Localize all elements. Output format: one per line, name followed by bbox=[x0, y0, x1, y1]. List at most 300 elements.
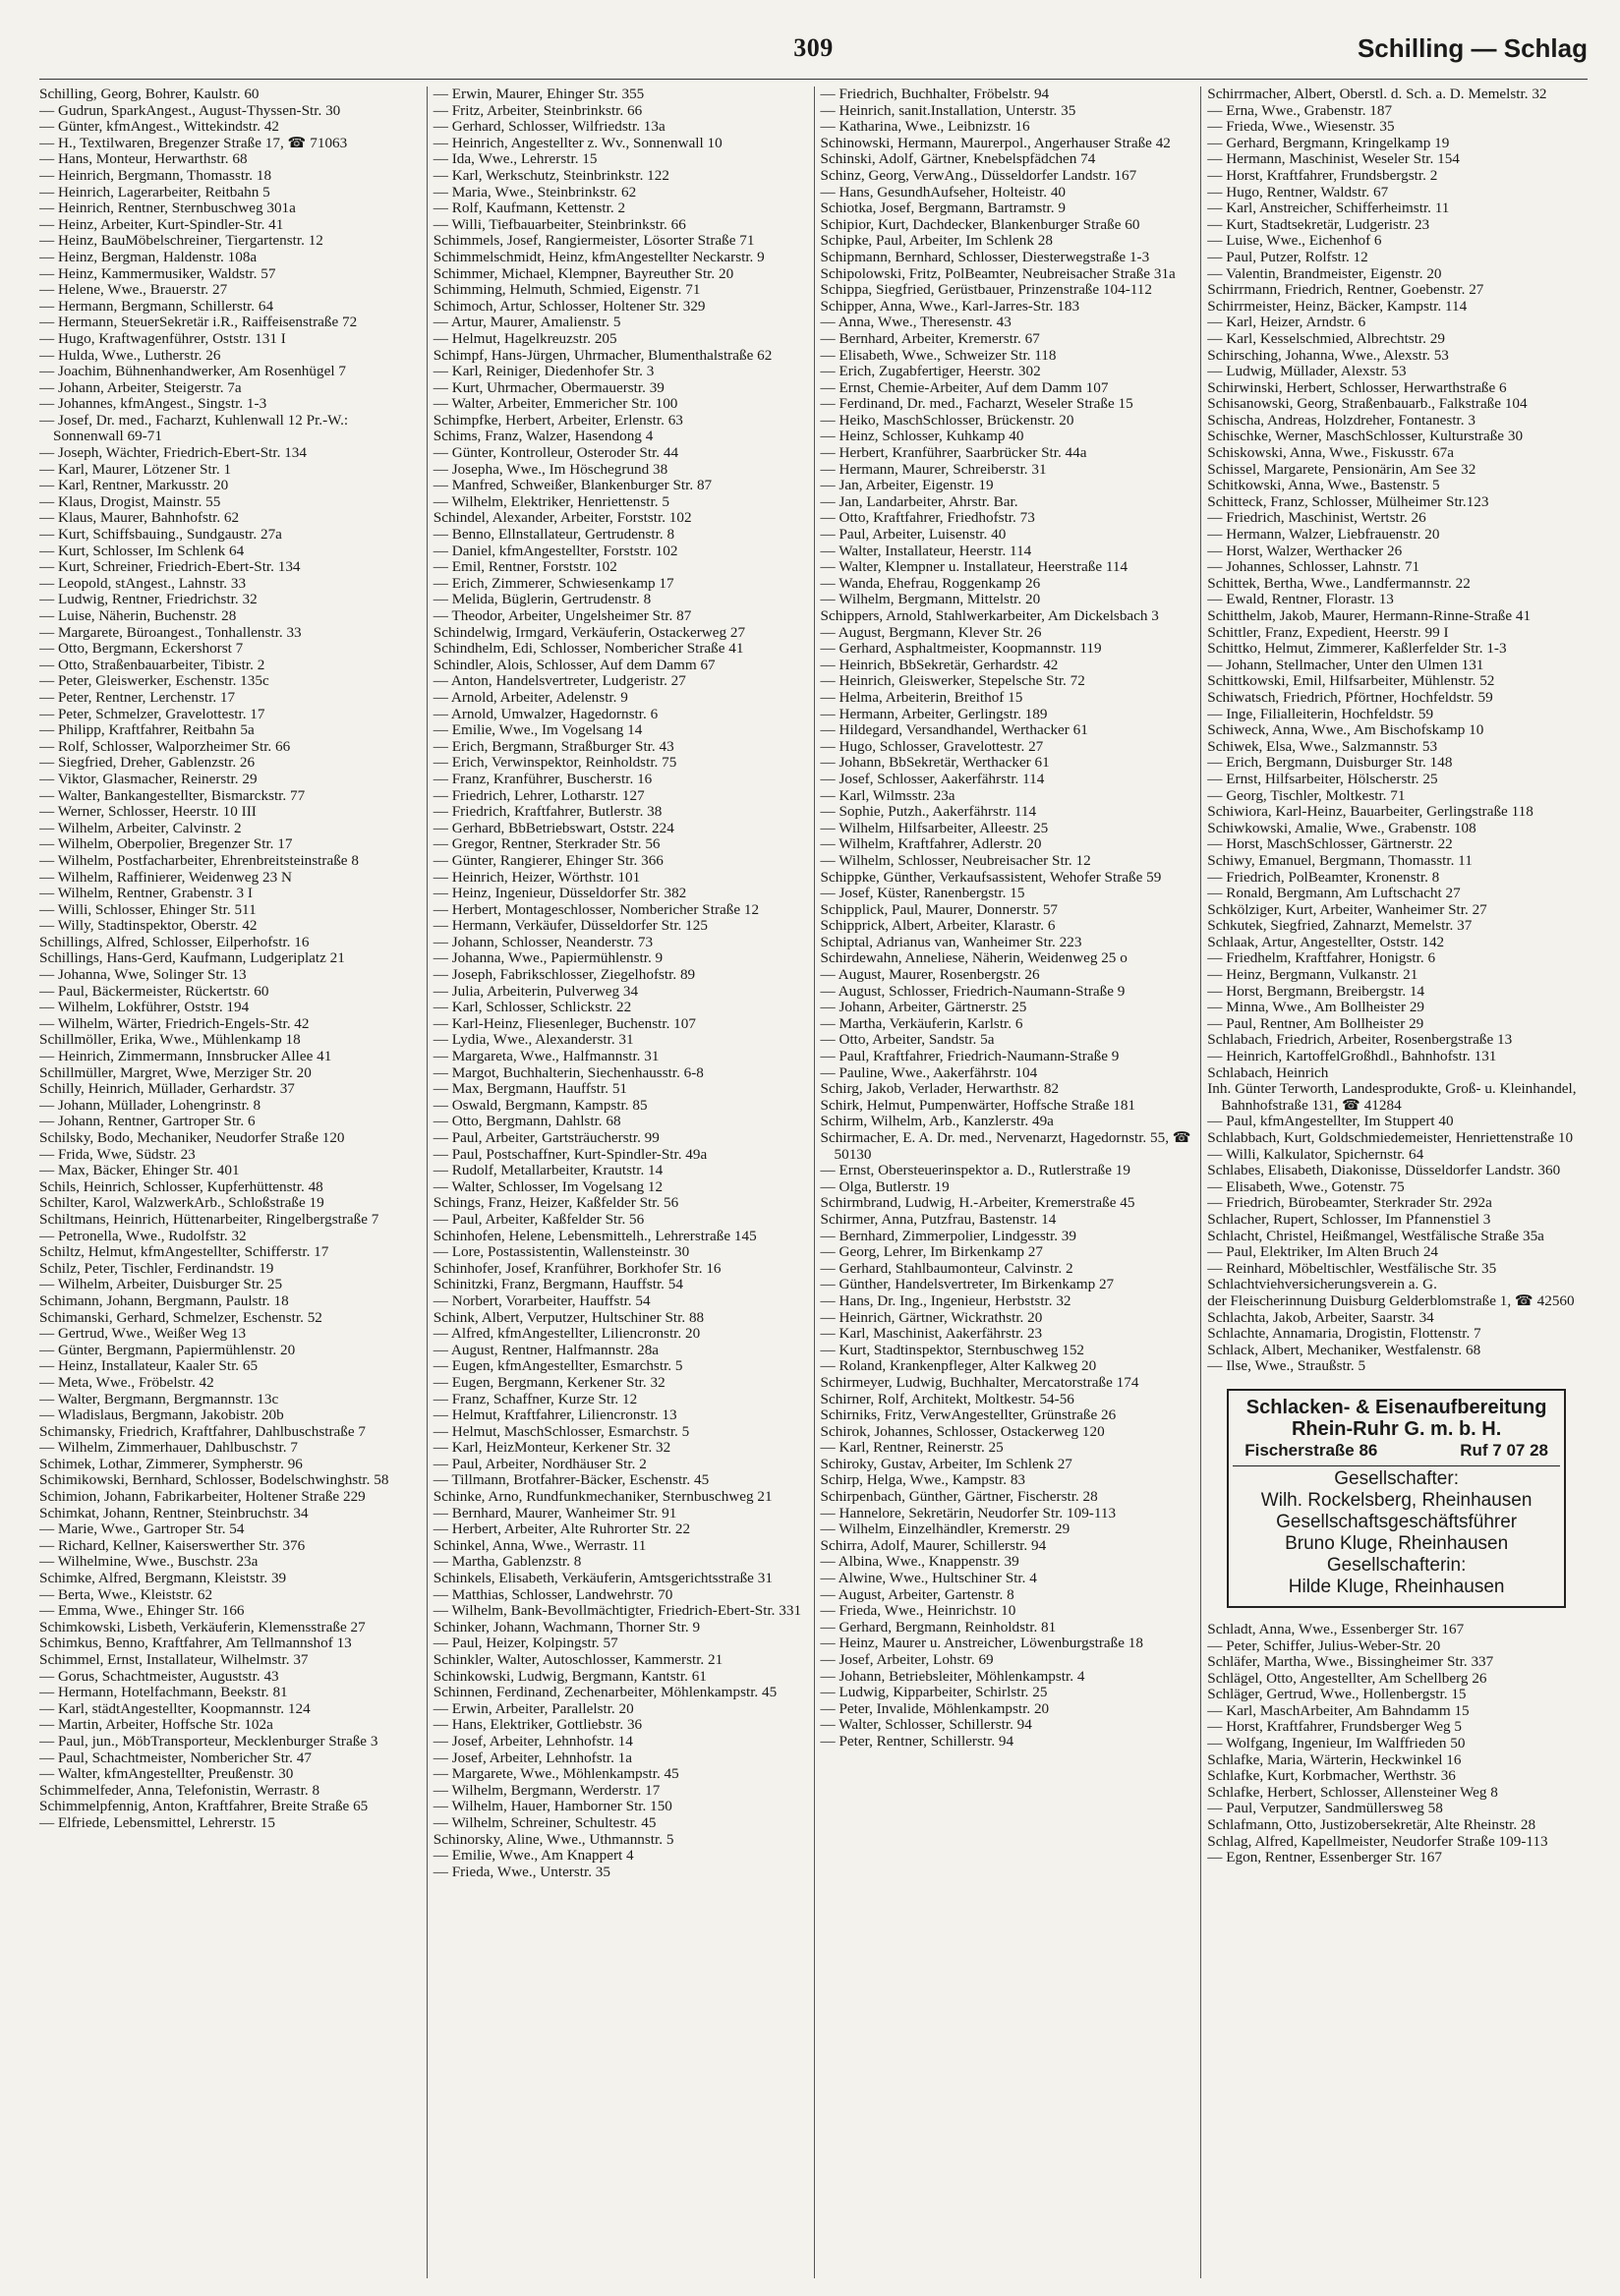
directory-entry: — Richard, Kellner, Kaiserswerther Str. 376 bbox=[39, 1536, 306, 1554]
directory-entry: — Heinrich, Bergmann, Thomasstr. 18 bbox=[39, 166, 272, 184]
directory-entry: — Wanda, Ehefrau, Roggenkamp 26 bbox=[820, 574, 1041, 592]
directory-entry: Schimming, Helmuth, Schmied, Eigenstr. 71 bbox=[433, 281, 701, 299]
directory-entry: — Margarete, Büroangest., Tonhallenstr. 33 bbox=[39, 623, 302, 641]
directory-entry: — Wilhelm, Schlosser, Neubreisacher Str. 12 bbox=[820, 851, 1091, 869]
directory-entry: — Heinrich, KartoffelGroßhdl., Bahnhofstr. 131 bbox=[1207, 1048, 1497, 1065]
directory-entry: — Wilhelm, Zimmerhauer, Dahlbuschstr. 7 bbox=[39, 1439, 298, 1457]
directory-entry: Schimek, Lothar, Zimmerer, Sympherstr. 96 bbox=[39, 1455, 303, 1472]
ad-role-1: Gesellschaftsgeschäftsführer bbox=[1276, 1511, 1518, 1532]
directory-entry: — Manfred, Schweißer, Blankenburger Str. 87 bbox=[433, 477, 713, 494]
directory-entry: — Heinrich, Rentner, Sternbuschweg 301a bbox=[39, 200, 296, 217]
directory-entry: — Paul, Arbeiter, Nordhäuser Str. 2 bbox=[433, 1455, 647, 1472]
directory-entry: — Luise, Näherin, Buchenstr. 28 bbox=[39, 607, 237, 624]
directory-entry: — Johann, BbSekretär, Werthacker 61 bbox=[820, 754, 1050, 772]
directory-entry: Schinorsky, Aline, Wwe., Uthmannstr. 5 bbox=[433, 1830, 674, 1848]
directory-entry: — Heinz, Ingenieur, Düsseldorfer Str. 382 bbox=[433, 885, 687, 902]
directory-entry: — Josef, Arbeiter, Lehnhofstr. 14 bbox=[433, 1732, 633, 1750]
directory-entry: — Franz, Schaffner, Kurze Str. 12 bbox=[433, 1390, 638, 1407]
directory-entry: — Olga, Butlerstr. 19 bbox=[820, 1177, 950, 1195]
directory-entry: Schirrmeister, Heinz, Bäcker, Kampstr. 114 bbox=[1207, 297, 1468, 315]
directory-entry: — Minna, Wwe., Am Bollheister 29 bbox=[1207, 999, 1425, 1016]
directory-entry: — Johann, Müllader, Lohengrinstr. 8 bbox=[39, 1096, 261, 1114]
directory-entry: Schläger, Gertrud, Wwe., Hollenbergstr. 15 bbox=[1207, 1686, 1467, 1703]
directory-entry: — Inge, Filialleiterin, Hochfeldstr. 59 bbox=[1207, 705, 1434, 722]
directory-entry: Schlacher, Rupert, Schlosser, Im Pfannenstiel 3 bbox=[1207, 1210, 1491, 1228]
directory-entry: Schindelwig, Irmgard, Verkäuferin, Ostackerweg 27 bbox=[433, 623, 746, 641]
directory-entry: — Friedrich, Maschinist, Wertstr. 26 bbox=[1207, 509, 1426, 527]
directory-entry: — Günter, Rangierer, Ehinger Str. 366 bbox=[433, 851, 664, 869]
directory-entry: — Günter, Bergmann, Papiermühlenstr. 20 bbox=[39, 1341, 296, 1358]
directory-entry: Schilter, Karol, WalzwerkArb., Schloßstraße 19 bbox=[39, 1194, 324, 1212]
directory-entry: — Erich, Zugabfertiger, Heerstr. 302 bbox=[820, 363, 1041, 380]
directory-entry: — Horst, Kraftfahrer, Frundsbergstr. 2 bbox=[1207, 166, 1438, 184]
directory-entry: Schillings, Alfred, Schlosser, Eilperhofstr. 16 bbox=[39, 933, 310, 950]
directory-entry: — Karl, HeizMonteur, Kerkener Str. 32 bbox=[433, 1439, 671, 1457]
directory-entry: — Ernst, Obersteuerinspektor a. D., Rutlerstraße 19 bbox=[820, 1162, 1130, 1179]
ad-partner-3-label: Gesellschafterin: bbox=[1326, 1554, 1467, 1576]
directory-entry: Schinkowski, Ludwig, Bergmann, Kantstr. 61 bbox=[433, 1667, 707, 1685]
directory-entry: — Egon, Rentner, Essenberger Str. 167 bbox=[1207, 1849, 1442, 1866]
directory-entry: Schipolowski, Fritz, PolBeamter, Neubreisacher Straße 31a bbox=[820, 264, 1176, 282]
directory-entry: — Otto, Bergmann, Eckershorst 7 bbox=[39, 640, 244, 658]
directory-entry: Schlacht, Christel, Heißmangel, Westfälische Straße 35a bbox=[1207, 1227, 1544, 1244]
directory-entry: Schimann, Johann, Bergmann, Paulstr. 18 bbox=[39, 1292, 289, 1309]
directory-entry: — Heinrich, Gleiswerker, Stepelsche Str. 72 bbox=[820, 672, 1085, 690]
directory-entry: Schirmeyer, Ludwig, Buchhalter, Mercatorstraße 174 bbox=[820, 1373, 1139, 1391]
directory-entry: — August, Schlosser, Friedrich-Naumann-Straße 9 bbox=[820, 982, 1126, 1000]
directory-entry: Schimpf, Hans-Jürgen, Uhrmacher, Blumenthalstraße 62 bbox=[433, 346, 773, 364]
directory-entry: — Arnold, Arbeiter, Adelenstr. 9 bbox=[433, 688, 628, 706]
directory-entry: — Gertrud, Wwe., Weißer Weg 13 bbox=[39, 1325, 247, 1343]
directory-entry: der Fleischerinnung Duisburg Gelderblomstraße 1, ☎ 42560 bbox=[1207, 1292, 1575, 1309]
directory-entry: — Viktor, Glasmacher, Reinerstr. 29 bbox=[39, 770, 258, 787]
directory-entry: — Ida, Wwe., Lehrerstr. 15 bbox=[433, 150, 598, 168]
directory-entry: Schillmöller, Erika, Wwe., Mühlenkamp 18 bbox=[39, 1031, 301, 1049]
directory-entry: — Johannes, kfmAngest., Singstr. 1-3 bbox=[39, 395, 267, 413]
directory-entry: — Hermann, Bergmann, Schillerstr. 64 bbox=[39, 297, 274, 315]
directory-entry: — Paul, Elektriker, Im Alten Bruch 24 bbox=[1207, 1243, 1439, 1261]
directory-entry: Schitthelm, Jakob, Maurer, Hermann-Rinne-Straße 41 bbox=[1207, 607, 1532, 624]
advertisement-box bbox=[1227, 1389, 1566, 1608]
directory-entry: — Erwin, Maurer, Ehinger Str. 355 bbox=[433, 86, 645, 102]
directory-entry: — Karl, Maurer, Lötzener Str. 1 bbox=[39, 460, 232, 478]
directory-entry: — Hermann, Verkäufer, Düsseldorfer Str. 125 bbox=[433, 917, 708, 935]
directory-entry: Schinz, Georg, VerwAng., Düsseldorfer Landstr. 167 bbox=[820, 166, 1137, 184]
directory-entry: — Paul, Arbeiter, Luisenstr. 40 bbox=[820, 526, 1007, 544]
directory-entry: — Julia, Arbeiterin, Pulverweg 34 bbox=[433, 982, 639, 1000]
directory-entry: — Hermann, SteuerSekretär i.R., Raiffeisenstraße 72 bbox=[39, 314, 358, 331]
directory-entry: Schlachte, Annamaria, Drogistin, Flottenstr. 7 bbox=[1207, 1325, 1481, 1343]
directory-entry: — Helmut, Kraftfahrer, Liliencronstr. 13 bbox=[433, 1406, 677, 1424]
directory-entry: — Karl, städtAngestellter, Koopmannstr. 124 bbox=[39, 1699, 311, 1717]
directory-entry: Schilly, Heinrich, Müllader, Gerhardstr. 37 bbox=[39, 1080, 295, 1098]
directory-entry: — Hannelore, Sekretärin, Neudorfer Str. 109-113 bbox=[820, 1504, 1117, 1521]
directory-entry: — Alfred, kfmAngestellter, Liliencronstr. 20 bbox=[433, 1325, 701, 1343]
directory-entry: Schlabach, Friedrich, Arbeiter, Rosenbergstraße 13 bbox=[1207, 1031, 1513, 1049]
directory-entry: — Heinz, Schlosser, Kuhkamp 40 bbox=[820, 428, 1024, 445]
directory-entry: Schischa, Andreas, Holzdreher, Fontanestr. 3 bbox=[1207, 411, 1475, 429]
directory-entry: — Helmut, MaschSchlosser, Esmarchstr. 5 bbox=[433, 1422, 690, 1440]
directory-entry: — Willy, Stadtinspektor, Oberstr. 42 bbox=[39, 917, 258, 935]
directory-entry: — Walter, Bankangestellter, Bismarckstr. 77 bbox=[39, 786, 306, 804]
directory-entry: Schimmelpfennig, Anton, Kraftfahrer, Breite Straße 65 bbox=[39, 1798, 369, 1815]
directory-entry: Schipke, Paul, Arbeiter, Im Schlenk 28 bbox=[820, 232, 1053, 250]
directory-entry: — Fritz, Arbeiter, Steinbrinkstr. 66 bbox=[433, 101, 643, 119]
directory-entry: — Erich, Bergmann, Straßburger Str. 43 bbox=[433, 737, 674, 755]
directory-entry: — Paul, Bäckermeister, Rückertstr. 60 bbox=[39, 982, 269, 1000]
directory-entry: Schilsky, Bodo, Mechaniker, Neudorfer Straße 120 bbox=[39, 1129, 345, 1146]
directory-entry: — Hans, Elektriker, Gottliebstr. 36 bbox=[433, 1716, 643, 1734]
directory-entry: — Lore, Postassistentin, Wallensteinstr. 30 bbox=[433, 1243, 690, 1261]
directory-entry: — Margarete, Wwe., Möhlenkampstr. 45 bbox=[433, 1765, 679, 1783]
directory-entry: — Josef, Küster, Ranenbergstr. 15 bbox=[820, 885, 1025, 902]
directory-entry: Schillings, Hans-Gerd, Kaufmann, Ludgeriplatz 21 bbox=[39, 949, 345, 967]
directory-entry: — Wilhelm, Hauer, Hamborner Str. 150 bbox=[433, 1798, 672, 1815]
directory-entry: Schiotka, Josef, Bergmann, Bartramstr. 9 bbox=[820, 200, 1066, 217]
directory-entry: — Otto, Straßenbauarbeiter, Tibistr. 2 bbox=[39, 656, 265, 673]
directory-entry: — Peter, Gleiswerker, Eschenstr. 135c bbox=[39, 672, 269, 690]
directory-entry: — Margot, Buchhalterin, Siechenhausstr. 6-8 bbox=[433, 1063, 704, 1081]
directory-entry: Schimmer, Michael, Klempner, Bayreuther Str. 20 bbox=[433, 264, 734, 282]
directory-entry: — Josepha, Wwe., Im Höschegrund 38 bbox=[433, 460, 668, 478]
directory-entry: — Jan, Arbeiter, Eigenstr. 19 bbox=[820, 477, 994, 494]
directory-entry: — Siegfried, Dreher, Gablenzstr. 26 bbox=[39, 754, 256, 772]
column-3 bbox=[814, 86, 1201, 2278]
directory-entry: — Heinz, Kammermusiker, Waldstr. 57 bbox=[39, 264, 276, 282]
directory-entry: — Erich, Verwinspektor, Reinholdstr. 75 bbox=[433, 754, 677, 772]
directory-entry: — Wilhelm, Bergmann, Werderstr. 17 bbox=[433, 1781, 661, 1799]
directory-entry: — Erich, Bergmann, Duisburger Str. 148 bbox=[1207, 754, 1453, 772]
directory-entry: Schimke, Alfred, Bergmann, Kleiststr. 39 bbox=[39, 1570, 287, 1587]
directory-entry: — Paul, Arbeiter, Kaßfelder Str. 56 bbox=[433, 1210, 645, 1228]
directory-entry: — Wilhelm, Wärter, Friedrich-Engels-Str. 42 bbox=[39, 1014, 310, 1032]
directory-entry: Schilling, Georg, Bohrer, Kaulstr. 60 bbox=[39, 86, 260, 102]
directory-entry: — Hugo, Rentner, Waldstr. 67 bbox=[1207, 183, 1389, 201]
directory-entry: — Günter, Kontrolleur, Osteroder Str. 44 bbox=[433, 444, 679, 462]
directory-entry: — Friedrich, Bürobeamter, Sterkrader Str. 292a bbox=[1207, 1194, 1492, 1212]
directory-entry: — Peter, Rentner, Schillerstr. 94 bbox=[820, 1732, 1014, 1750]
directory-entry: — Johanna, Wwe, Solinger Str. 13 bbox=[39, 966, 247, 984]
directory-entry: — Horst, MaschSchlosser, Gärtnerstr. 22 bbox=[1207, 835, 1453, 853]
directory-entry: — Hulda, Wwe., Lutherstr. 26 bbox=[39, 346, 221, 364]
directory-entry: Schimmel, Ernst, Installateur, Wilhelmstr. 37 bbox=[39, 1651, 309, 1668]
directory-entry: Schimansky, Friedrich, Kraftfahrer, Dahlbuschstraße 7 bbox=[39, 1422, 367, 1440]
directory-entry: Schirrmacher, Albert, Oberstl. d. Sch. a. D. Memelstr. 32 bbox=[1207, 86, 1547, 102]
directory-entry: Schisanowski, Georg, Straßenbauarb., Falkstraße 104 bbox=[1207, 395, 1528, 413]
directory-entry: — Theodor, Arbeiter, Ungelsheimer Str. 87 bbox=[433, 607, 692, 624]
directory-entry: — Heinrich, Angestellter z. Wv., Sonnenwall 10 bbox=[433, 134, 723, 151]
directory-entry: Schirwinski, Herbert, Schlosser, Herwarthstraße 6 bbox=[1207, 378, 1507, 396]
directory-entry: — Paul, Putzer, Rolfstr. 12 bbox=[1207, 248, 1368, 265]
directory-entry: — Wilhelm, Einzelhändler, Kremerstr. 29 bbox=[820, 1521, 1070, 1538]
directory-entry: Schlafke, Kurt, Korbmacher, Werthstr. 36 bbox=[1207, 1767, 1456, 1785]
directory-entry: — Hildegard, Versandhandel, Werthacker 61 bbox=[820, 721, 1088, 739]
directory-entry: — Alwine, Wwe., Hultschiner Str. 4 bbox=[820, 1570, 1037, 1587]
directory-entry: — Peter, Invalide, Möhlenkampstr. 20 bbox=[820, 1699, 1050, 1717]
running-head: Schilling — Schlag bbox=[1357, 33, 1588, 63]
directory-entry: — Paul, kfmAngestellter, Im Stuppert 40 bbox=[1207, 1113, 1454, 1130]
directory-entry: — Gerhard, BbBetriebswart, Oststr. 224 bbox=[433, 819, 674, 836]
directory-entry: — Ferdinand, Dr. med., Facharzt, Weseler Straße 15 bbox=[820, 395, 1133, 413]
directory-entry: — Karl, Werkschutz, Steinbrinkstr. 122 bbox=[433, 166, 669, 184]
directory-entry: Schindler, Alois, Schlosser, Auf dem Damm 67 bbox=[433, 656, 716, 673]
directory-entry: — Tillmann, Brotfahrer-Bäcker, Eschenstr. 45 bbox=[433, 1471, 710, 1489]
directory-entry: — Ewald, Rentner, Florastr. 13 bbox=[1207, 591, 1394, 608]
directory-entry: — Erwin, Arbeiter, Parallelstr. 20 bbox=[433, 1699, 634, 1717]
page-number: 309 bbox=[793, 33, 834, 62]
directory-entry: — Ernst, Chemie-Arbeiter, Auf dem Damm 107 bbox=[820, 378, 1109, 396]
directory-entry: — Gregor, Rentner, Sterkrader Str. 56 bbox=[433, 835, 661, 853]
directory-entry: — Elisabeth, Wwe., Gotenstr. 75 bbox=[1207, 1177, 1405, 1195]
directory-entry: — Ilse, Wwe., Straußstr. 5 bbox=[1207, 1357, 1366, 1375]
directory-entry: — Emil, Rentner, Forststr. 102 bbox=[433, 558, 617, 576]
directory-entry: Inh. Günter Terworth, Landesprodukte, Groß- u. Kleinhandel, Bahnhofstraße 131, ☎ 41284 bbox=[1207, 1080, 1577, 1114]
directory-entry: — Heinrich, BbSekretär, Gerhardstr. 42 bbox=[820, 656, 1059, 673]
directory-entry: Schirrmann, Friedrich, Rentner, Goebenstr. 27 bbox=[1207, 281, 1484, 299]
directory-entry: Schkutek, Siegfried, Zahnarzt, Memelstr. 37 bbox=[1207, 917, 1473, 935]
directory-entry: Schinhofen, Helene, Lebensmittelh., Lehrerstraße 145 bbox=[433, 1227, 757, 1244]
directory-entry: — Arnold, Umwalzer, Hagedornstr. 6 bbox=[433, 705, 659, 722]
directory-entry: Schlabach, Heinrich bbox=[1207, 1063, 1329, 1081]
directory-entry: Schkölziger, Kurt, Arbeiter, Wanheimer Str. 27 bbox=[1207, 900, 1487, 918]
directory-entry: — Wilhelm, Bergmann, Mittelstr. 20 bbox=[820, 591, 1041, 608]
directory-entry: — Artur, Maurer, Amalienstr. 5 bbox=[433, 314, 621, 331]
directory-entry: — Walter, Klempner u. Installateur, Heerstraße 114 bbox=[820, 558, 1128, 576]
directory-entry: Schimikowski, Bernhard, Schlosser, Bodelschwinghstr. 58 bbox=[39, 1471, 389, 1489]
directory-entry: — Josef, Dr. med., Facharzt, Kuhlenwall 12 Pr.-W.: Sonnenwall 69-71 bbox=[39, 411, 349, 445]
directory-entry: — Joseph, Fabrikschlosser, Ziegelhofstr. 89 bbox=[433, 966, 696, 984]
ad-company-line-1: Schlacken- & Eisenaufbereitung bbox=[1245, 1396, 1547, 1418]
directory-entry: Schitteck, Franz, Schlosser, Mülheimer Str.123 bbox=[1207, 492, 1489, 510]
directory-entry: — Elfriede, Lebensmittel, Lehrerstr. 15 bbox=[39, 1813, 275, 1831]
directory-entry: — Kurt, Uhrmacher, Obermauerstr. 39 bbox=[433, 378, 665, 396]
directory-entry: — Helene, Wwe., Brauerstr. 27 bbox=[39, 281, 228, 299]
directory-entry: — Emma, Wwe., Ehinger Str. 166 bbox=[39, 1602, 245, 1620]
directory-entry: — Werner, Schlosser, Heerstr. 10 III bbox=[39, 803, 257, 821]
directory-entry: Schimmelfeder, Anna, Telefonistin, Werrastr. 8 bbox=[39, 1781, 320, 1799]
directory-entry: — Paul, Verputzer, Sandmüllersweg 58 bbox=[1207, 1800, 1443, 1817]
directory-entry: — Gerhard, Asphaltmeister, Koopmannstr. 119 bbox=[820, 640, 1102, 658]
directory-entry: Schittler, Franz, Expedient, Heerstr. 99 I bbox=[1207, 623, 1449, 641]
directory-entry: — Wilhelmine, Wwe., Buschstr. 23a bbox=[39, 1553, 259, 1571]
directory-entry: — Gerhard, Stahlbaumonteur, Calvinstr. 2 bbox=[820, 1259, 1073, 1277]
directory-entry: — Wolfgang, Ingenieur, Im Walffrieden 50 bbox=[1207, 1735, 1466, 1752]
directory-entry: Schilz, Peter, Tischler, Ferdinandstr. 19 bbox=[39, 1259, 274, 1277]
directory-entry: Schimmelschmidt, Heinz, kfmAngestellter Neckarstr. 9 bbox=[433, 248, 765, 265]
directory-entry: Schischke, Werner, MaschSchlosser, Kulturstraße 30 bbox=[1207, 428, 1524, 445]
directory-entry: Schlack, Albert, Mechaniker, Westfalenstr. 68 bbox=[1207, 1341, 1481, 1358]
directory-entry: — Kurt, Schiffsbauing., Sundgaustr. 27a bbox=[39, 526, 282, 544]
directory-entry: — Josef, Arbeiter, Lohstr. 69 bbox=[820, 1651, 994, 1668]
directory-entry: — Herbert, Arbeiter, Alte Ruhrorter Str. 22 bbox=[433, 1521, 691, 1538]
directory-entry: — Wilhelm, Raffinierer, Weidenweg 23 N bbox=[39, 868, 292, 886]
directory-entry: Schlägel, Otto, Angestellter, Am Schellberg 26 bbox=[1207, 1669, 1487, 1687]
directory-entry: — Karl, Reiniger, Diedenhofer Str. 3 bbox=[433, 363, 655, 380]
directory-entry: — Anton, Handelsvertreter, Ludgeristr. 27 bbox=[433, 672, 686, 690]
directory-entry: — Karl, Kesselschmied, Albrechtstr. 29 bbox=[1207, 329, 1445, 347]
directory-entry: Schiltmans, Heinrich, Hüttenarbeiter, Ringelbergstraße 7 bbox=[39, 1210, 379, 1228]
directory-entry: — Melida, Büglerin, Gertrudenstr. 8 bbox=[433, 591, 652, 608]
directory-entry: — Walter, Schlosser, Schillerstr. 94 bbox=[820, 1716, 1032, 1734]
directory-entry: Schlachtviehversicherungsverein a. G. bbox=[1207, 1276, 1437, 1293]
directory-entry: Schinkels, Elisabeth, Verkäuferin, Amtsgerichtsstraße 31 bbox=[433, 1570, 773, 1587]
directory-entry: Schirk, Helmut, Pumpenwärter, Hoffsche Straße 181 bbox=[820, 1096, 1136, 1114]
directory-entry: Schladt, Anna, Wwe., Essenberger Str. 167 bbox=[1207, 1620, 1465, 1637]
directory-entry: — Bernhard, Arbeiter, Kremerstr. 67 bbox=[820, 329, 1040, 347]
directory-entry: — Ludwig, Müllader, Alexstr. 53 bbox=[1207, 363, 1407, 380]
directory-entry: — Friedhelm, Kraftfahrer, Honigstr. 6 bbox=[1207, 949, 1436, 967]
directory-entry: — Paul, jun., MöbTransporteur, Mecklenburger Straße 3 bbox=[39, 1732, 378, 1750]
directory-entry: Schinitzki, Franz, Bergmann, Hauffstr. 54 bbox=[433, 1276, 683, 1293]
directory-entry: — Matthias, Schlosser, Landwehrstr. 70 bbox=[433, 1585, 673, 1603]
directory-entry: — Walter, Installateur, Heerstr. 114 bbox=[820, 542, 1032, 559]
directory-entry: — Roland, Krankenpfleger, Alter Kalkweg 20 bbox=[820, 1357, 1097, 1375]
directory-entry: — Lydia, Wwe., Alexanderstr. 31 bbox=[433, 1031, 634, 1049]
directory-entry: Schirdewahn, Anneliese, Näherin, Weidenweg 25 o bbox=[820, 949, 1128, 967]
ad-partner-1: Wilh. Rockelsberg, Rheinhausen bbox=[1260, 1489, 1533, 1511]
directory-entry: — Emilie, Wwe., Im Vogelsang 14 bbox=[433, 721, 643, 739]
directory-entry: Schiwek, Elsa, Wwe., Salzmannstr. 53 bbox=[1207, 737, 1438, 755]
directory-entry: — Horst, Bergmann, Breibergstr. 14 bbox=[1207, 982, 1425, 1000]
directory-entry: — Johann, Rentner, Gartroper Str. 6 bbox=[39, 1113, 256, 1130]
directory-entry: — Wladislaus, Bergmann, Jakobistr. 20b bbox=[39, 1406, 284, 1424]
directory-entry: — Helmut, Hagelkreuzstr. 205 bbox=[433, 329, 617, 347]
directory-entry: — Heinz, Bergmann, Vulkanstr. 21 bbox=[1207, 966, 1418, 984]
directory-entry: — Heinz, Arbeiter, Kurt-Spindler-Str. 41 bbox=[39, 215, 284, 233]
directory-entry: — Frieda, Wwe., Unterstr. 35 bbox=[433, 1863, 610, 1880]
directory-entry: — Daniel, kfmAngestellter, Forststr. 102 bbox=[433, 542, 678, 559]
ad-address: Fischerstraße 86 bbox=[1244, 1440, 1378, 1460]
directory-entry: — Gerhard, Bergmann, Reinholdstr. 81 bbox=[820, 1618, 1057, 1636]
directory-entry: — Karl, Anstreicher, Schifferheimstr. 11 bbox=[1207, 200, 1450, 217]
directory-entry: — Wilhelm, Bank-Bevollmächtigter, Friedrich-Ebert-Str. 331 bbox=[433, 1602, 802, 1620]
directory-entry: — Gudrun, SparkAngest., August-Thyssen-Str. 30 bbox=[39, 101, 341, 119]
directory-entry: Schlafke, Herbert, Schlosser, Allensteiner Weg 8 bbox=[1207, 1783, 1498, 1801]
directory-entry: — Johann, Arbeiter, Gärtnerstr. 25 bbox=[820, 999, 1027, 1016]
directory-entry: Schipplick, Paul, Maurer, Donnerstr. 57 bbox=[820, 900, 1059, 918]
directory-entry: — Rolf, Schlosser, Walporzheimer Str. 66 bbox=[39, 737, 291, 755]
directory-entry: — Heinrich, Heizer, Wörthstr. 101 bbox=[433, 868, 641, 886]
directory-entry: — Emilie, Wwe., Am Knappert 4 bbox=[433, 1847, 634, 1865]
directory-entry: — Herbert, Kranführer, Saarbrücker Str. 44a bbox=[820, 444, 1087, 462]
directory-entry: — Hans, Monteur, Herwarthstr. 68 bbox=[39, 150, 248, 168]
directory-entry: — August, Rentner, Halfmannstr. 28a bbox=[433, 1341, 660, 1358]
directory-entry: — Max, Bäcker, Ehinger Str. 401 bbox=[39, 1162, 240, 1179]
directory-entry: — Walter, Schlosser, Im Vogelsang 12 bbox=[433, 1177, 664, 1195]
directory-entry: — Wilhelm, Arbeiter, Duisburger Str. 25 bbox=[39, 1276, 283, 1293]
directory-entry: — Hermann, Arbeiter, Gerlingstr. 189 bbox=[820, 705, 1048, 722]
ad-divider bbox=[1233, 1465, 1560, 1466]
directory-entry: — Wilhelm, Arbeiter, Calvinstr. 2 bbox=[39, 819, 242, 836]
directory-entry: — Martha, Gablenzstr. 8 bbox=[433, 1553, 582, 1571]
directory-entry: — Ernst, Hilfsarbeiter, Hölscherstr. 25 bbox=[1207, 770, 1438, 787]
directory-entry: — Kurt, Schreiner, Friedrich-Ebert-Str. 134 bbox=[39, 558, 301, 576]
directory-entry: — Peter, Schmelzer, Gravelottestr. 17 bbox=[39, 705, 265, 722]
directory-entry: — Hermann, Maurer, Schreiberstr. 31 bbox=[820, 460, 1047, 478]
directory-entry: Schlag, Alfred, Kapellmeister, Neudorfer Straße 109-113 bbox=[1207, 1832, 1548, 1850]
directory-entry: — Günter, kfmAngest., Wittekindstr. 42 bbox=[39, 118, 280, 136]
directory-entry: Schipmann, Bernhard, Schlosser, Diesterwegstraße 1-3 bbox=[820, 248, 1150, 265]
directory-entry: — Meta, Wwe., Fröbelstr. 42 bbox=[39, 1373, 214, 1391]
directory-entry: — Johann, Schlosser, Neanderstr. 73 bbox=[433, 933, 654, 950]
directory-entry: — Günther, Handelsvertreter, Im Birkenkamp 27 bbox=[820, 1276, 1115, 1293]
directory-entry: Schinkel, Anna, Wwe., Werrastr. 11 bbox=[433, 1536, 647, 1554]
directory-entry: — Karl, Schlosser, Schlickstr. 22 bbox=[433, 999, 632, 1016]
directory-entry: — Karl, Heizer, Arndstr. 6 bbox=[1207, 314, 1366, 331]
directory-entry: — Ludwig, Kipparbeiter, Schirlstr. 25 bbox=[820, 1684, 1048, 1701]
directory-entry: Schlafmann, Otto, Justizobersekretär, Alte Rheinstr. 28 bbox=[1207, 1816, 1536, 1834]
directory-entry: Schinker, Johann, Wachmann, Thorner Str. 9 bbox=[433, 1618, 701, 1636]
directory-entry: — August, Maurer, Rosenbergstr. 26 bbox=[820, 966, 1040, 984]
directory-entry: Schinnen, Ferdinand, Zechenarbeiter, Möhlenkampstr. 45 bbox=[433, 1684, 778, 1701]
directory-entry: — Heiko, MaschSchlosser, Brückenstr. 20 bbox=[820, 411, 1074, 429]
directory-entry: — Friedrich, Buchhalter, Fröbelstr. 94 bbox=[820, 86, 1050, 102]
directory-entry: Schittkowski, Emil, Hilfsarbeiter, Mühlenstr. 52 bbox=[1207, 672, 1495, 690]
directory-entry: Schirsching, Johanna, Wwe., Alexstr. 53 bbox=[1207, 346, 1449, 364]
directory-entry: — Hugo, Kraftwagenführer, Oststr. 131 I bbox=[39, 329, 286, 347]
directory-entry: — Jan, Landarbeiter, Ahrstr. Bar. bbox=[820, 492, 1018, 510]
directory-entry: — Reinhard, Möbeltischler, Westfälische Str. 35 bbox=[1207, 1259, 1497, 1277]
directory-entry: Schinke, Arno, Rundfunkmechaniker, Sternbuschweg 21 bbox=[433, 1488, 773, 1506]
directory-entry: Schitkowski, Anna, Wwe., Bastenstr. 5 bbox=[1207, 477, 1440, 494]
directory-entry: Schindel, Alexander, Arbeiter, Forststr. 102 bbox=[433, 509, 692, 527]
directory-entry: — Paul, Rentner, Am Bollheister 29 bbox=[1207, 1014, 1424, 1032]
directory-entry: — Willi, Kalkulator, Spichernstr. 64 bbox=[1207, 1145, 1424, 1163]
directory-entry: — Hugo, Schlosser, Gravelottestr. 27 bbox=[820, 737, 1044, 755]
directory-entry: — Wilhelm, Lokführer, Oststr. 194 bbox=[39, 999, 250, 1016]
directory-entry: — Hans, GesundhAufseher, Holteistr. 40 bbox=[820, 183, 1067, 201]
directory-entry: — Eugen, kfmAngestellter, Esmarchstr. 5 bbox=[433, 1357, 683, 1375]
directory-entry: — Heinrich, sanit.Installation, Unterstr. 35 bbox=[820, 101, 1076, 119]
directory-entry: — Luise, Wwe., Eichenhof 6 bbox=[1207, 232, 1382, 250]
directory-entry: — Karl, MaschArbeiter, Am Bahndamm 15 bbox=[1207, 1701, 1470, 1719]
directory-entry: — Joachim, Bühnenhandwerker, Am Rosenhügel 7 bbox=[39, 363, 346, 380]
directory-entry: — Georg, Tischler, Moltkestr. 71 bbox=[1207, 786, 1406, 804]
directory-entry: — Erich, Zimmerer, Schwiesenkamp 17 bbox=[433, 574, 674, 592]
directory-entry: Schiwy, Emanuel, Bergmann, Thomasstr. 11 bbox=[1207, 851, 1473, 869]
directory-entry: — Elisabeth, Wwe., Schweizer Str. 118 bbox=[820, 346, 1057, 364]
directory-entry: — Klaus, Maurer, Bahnhofstr. 62 bbox=[39, 509, 240, 527]
directory-entry: Schlabbach, Kurt, Goldschmiedemeister, Henriettenstraße 10 bbox=[1207, 1129, 1574, 1146]
directory-entry: Schinski, Adolf, Gärtner, Knebelspfädchen 74 bbox=[820, 150, 1096, 168]
directory-entry: — Erna, Wwe., Grabenstr. 187 bbox=[1207, 101, 1393, 119]
directory-entry: — Heinz, BauMöbelschreiner, Tiergartenstr. 12 bbox=[39, 232, 323, 250]
directory-entry: Schiltz, Helmut, kfmAngestellter, Schifferstr. 17 bbox=[39, 1243, 329, 1261]
directory-entry: — Norbert, Vorarbeiter, Hauffstr. 54 bbox=[433, 1292, 651, 1309]
directory-entry: — Hermann, Hotelfachmann, Beekstr. 81 bbox=[39, 1684, 288, 1701]
directory-entry: Schippke, Günther, Verkaufsassistent, Wehofer Straße 59 bbox=[820, 868, 1162, 886]
directory-entry: — Heinz, Bergman, Haldenstr. 108a bbox=[39, 248, 258, 265]
directory-entry: Schinowski, Hermann, Maurerpol., Angerhauser Straße 42 bbox=[820, 134, 1171, 151]
directory-entry: — Friedrich, Lehrer, Lotharstr. 127 bbox=[433, 786, 645, 804]
directory-entry: — Johannes, Schlosser, Lahnstr. 71 bbox=[1207, 558, 1420, 576]
directory-entry: Schirmacher, E. A. Dr. med., Nervenarzt, Hagedornstr. 55, ☎ 50130 bbox=[820, 1129, 1191, 1163]
directory-entry: Schimanski, Gerhard, Schmelzer, Eschenstr. 52 bbox=[39, 1308, 322, 1326]
ad-phone: Ruf 7 07 28 bbox=[1460, 1440, 1548, 1460]
directory-entry: Schippa, Siegfried, Gerüstbauer, Prinzenstraße 104-112 bbox=[820, 281, 1152, 299]
directory-entry: — Katharina, Wwe., Leibnizstr. 16 bbox=[820, 118, 1030, 136]
directory-entry: Schittko, Helmut, Zimmerer, Kaßlerfelder Str. 1-3 bbox=[1207, 640, 1507, 658]
directory-entry: — Walter, kfmAngestellter, Preußenstr. 30 bbox=[39, 1765, 294, 1783]
directory-entry: — Anna, Wwe., Theresenstr. 43 bbox=[820, 314, 1012, 331]
directory-entry: Schirok, Johannes, Schlosser, Ostackerweg 120 bbox=[820, 1422, 1105, 1440]
directory-entry: — Heinrich, Gärtner, Wickrathstr. 20 bbox=[820, 1308, 1043, 1326]
directory-entry: — Wilhelm, Kraftfahrer, Adlerstr. 20 bbox=[820, 835, 1042, 853]
column-2 bbox=[427, 86, 814, 2278]
directory-entry: — Karl, Wilmsstr. 23a bbox=[820, 786, 955, 804]
directory-entry: Schiptal, Adrianus van, Wanheimer Str. 223 bbox=[820, 933, 1082, 950]
directory-entry: — Kurt, Schlosser, Im Schlenk 64 bbox=[39, 542, 245, 559]
